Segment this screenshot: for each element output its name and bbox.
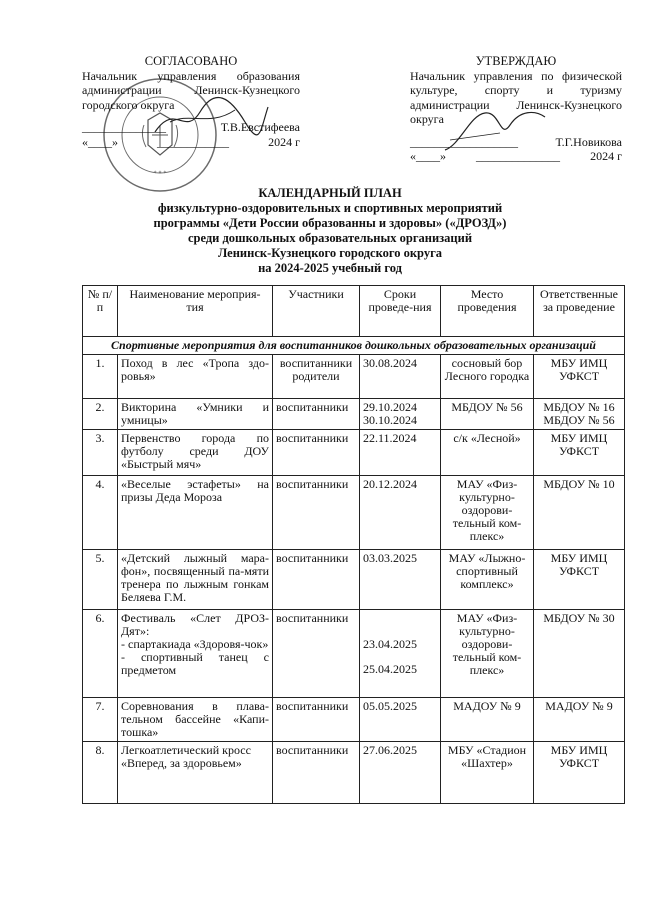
responsible: МБУ ИМЦ УФКСТ bbox=[534, 430, 625, 476]
event-name-cell bbox=[118, 610, 273, 698]
responsible: МБУ ИМЦ УФКСТ bbox=[534, 355, 625, 399]
approval-position-right: Начальник управления по физической культуре, спорту и туризму администрации Ленинск-Кузнецкого округа bbox=[410, 68, 622, 126]
participants: воспитанники bbox=[273, 430, 360, 476]
event-place: МАУ «Физ-культурно-оздорови-тельный ком-плекс» bbox=[441, 610, 534, 698]
event-subitem-1: - спартакиада «Здоровя-чок» bbox=[121, 637, 269, 651]
date-year-left: 2024 г bbox=[268, 134, 300, 149]
approval-position-left: Начальник управления образования администрации Ленинск-Кузнецкого городского округа bbox=[82, 68, 300, 112]
participants: воспитанники bbox=[273, 610, 360, 698]
table-row bbox=[83, 742, 625, 804]
title-line-2: физкультурно-оздоровительных и спортивных мероприятий bbox=[157, 201, 503, 215]
date-line-right: «____» ______________ 2024 г bbox=[410, 149, 622, 163]
date-prefix-left: «____» bbox=[82, 134, 118, 149]
title-line-5: Ленинск-Кузнецкого городского округа bbox=[217, 246, 443, 260]
handwritten-signature-right bbox=[440, 105, 550, 155]
event-dates: 27.06.2025 bbox=[360, 742, 441, 804]
row-number: 7. bbox=[83, 698, 118, 742]
event-date-2: 25.04.2025 bbox=[363, 662, 417, 676]
row-number: 2. bbox=[83, 399, 118, 430]
participants: воспитанники bbox=[273, 476, 360, 550]
event-place: с/к «Лесной» bbox=[441, 430, 534, 476]
event-dates: 29.10.2024 30.10.2024 bbox=[360, 399, 441, 430]
event-place: МБУ «Стадион «Шахтер» bbox=[441, 742, 534, 804]
participants: воспитанники родители bbox=[273, 355, 360, 399]
event-dates-cell bbox=[360, 610, 441, 698]
event-dates: 20.12.2024 bbox=[360, 476, 441, 550]
signer-name-right: Т.Г.Новикова bbox=[555, 134, 622, 149]
row-number: 3. bbox=[83, 430, 118, 476]
event-name: Соревнования в плава-тельном бассейне «Капи-тошка» bbox=[118, 698, 273, 742]
date-line-left: «____» ____________ 2024 г bbox=[82, 134, 300, 149]
title-line-4: среди дошкольных образовательных организаций bbox=[187, 231, 473, 245]
table-row bbox=[83, 550, 625, 610]
participants: воспитанники bbox=[273, 550, 360, 610]
date-prefix-right: «____» bbox=[410, 149, 446, 163]
responsible: МБУ ИМЦ УФКСТ bbox=[534, 550, 625, 610]
event-name: Легкоатлетический кросс «Вперед, за здоровьем» bbox=[118, 742, 273, 804]
header-place: Место проведения bbox=[441, 286, 534, 337]
event-subitem-2: - спортивный танец с предметом bbox=[121, 650, 269, 677]
participants: воспитанники bbox=[273, 399, 360, 430]
date-year-right: 2024 г bbox=[590, 149, 622, 163]
responsible: МБДОУ № 30 bbox=[534, 610, 625, 698]
section-row bbox=[83, 337, 625, 355]
row-number: 6. bbox=[83, 610, 118, 698]
header-event-name: Наименование мероприя-тия bbox=[118, 286, 273, 337]
participants: воспитанники bbox=[273, 742, 360, 804]
event-name: «Веселые эстафеты» на призы Деда Мороза bbox=[118, 476, 273, 550]
row-number: 4. bbox=[83, 476, 118, 550]
approval-header-left: СОГЛАСОВАНО bbox=[144, 54, 238, 68]
signature-line-left: ______________ Т.В.Евстифеева bbox=[82, 120, 300, 134]
row-number: 5. bbox=[83, 550, 118, 610]
signer-name-left: Т.В.Евстифеева bbox=[220, 120, 300, 134]
table-row bbox=[83, 476, 625, 550]
section-title: Спортивные мероприятия для воспитанников дошкольных образовательных организаций bbox=[83, 337, 625, 355]
event-name: «Детский лыжный мара-фон», посвященный па-мяти тренера по лыжным гонкам Беляева Г.М. bbox=[118, 550, 273, 610]
header-number: № п/п bbox=[83, 286, 118, 337]
event-name: Первенство города по футболу среди ДОУ «Быстрый мяч» bbox=[118, 430, 273, 476]
event-dates: 05.05.2025 bbox=[360, 698, 441, 742]
participants: воспитанники bbox=[273, 698, 360, 742]
event-name: Поход в лес «Тропа здо-ровья» bbox=[118, 355, 273, 399]
table-row bbox=[83, 698, 625, 742]
responsible: МБДОУ № 16 МБДОУ № 56 bbox=[534, 399, 625, 430]
signature-line-right: __________________ Т.Г.Новикова bbox=[410, 134, 622, 149]
header-dates: Сроки проведе-ния bbox=[360, 286, 441, 337]
event-dates: 03.03.2025 bbox=[360, 550, 441, 610]
title-line-6: на 2024-2025 учебный год bbox=[258, 261, 402, 275]
event-name: Фестиваль «Слет ДРОЗ-Дят»: bbox=[121, 611, 269, 638]
handwritten-signature-left bbox=[150, 92, 270, 142]
row-number: 8. bbox=[83, 742, 118, 804]
table-header-row bbox=[83, 286, 625, 337]
event-dates: 22.11.2024 bbox=[360, 430, 441, 476]
document-title bbox=[120, 186, 540, 276]
svg-text:* * *: * * * bbox=[153, 170, 167, 177]
event-place: МАУ «Лыжно-спортивный комплекс» bbox=[441, 550, 534, 610]
responsible: МБДОУ № 10 bbox=[534, 476, 625, 550]
event-place: МБДОУ № 56 bbox=[441, 399, 534, 430]
header-responsible: Ответственные за проведение bbox=[534, 286, 625, 337]
row-number: 1. bbox=[83, 355, 118, 399]
approval-header-right: УТВЕРЖДАЮ bbox=[475, 54, 557, 68]
event-dates: 30.08.2024 bbox=[360, 355, 441, 399]
title-line-3: программы «Дети России образованны и здоровы» («ДРОЗД») bbox=[153, 216, 507, 230]
event-place: МАДОУ № 9 bbox=[441, 698, 534, 742]
responsible: МАДОУ № 9 bbox=[534, 698, 625, 742]
title-line-1: КАЛЕНДАРНЫЙ ПЛАН bbox=[258, 186, 402, 200]
table-row bbox=[83, 610, 625, 698]
table-row bbox=[83, 430, 625, 476]
header-participants: Участники bbox=[273, 286, 360, 337]
table-row bbox=[83, 355, 625, 399]
event-name: Викторина «Умники и умницы» bbox=[118, 399, 273, 430]
events-table bbox=[82, 285, 625, 804]
table-row bbox=[83, 399, 625, 430]
responsible: МБУ ИМЦ УФКСТ bbox=[534, 742, 625, 804]
event-date-1: 23.04.2025 bbox=[363, 637, 417, 651]
event-place: МАУ «Физ-культурно-оздорови-тельный ком-плекс» bbox=[441, 476, 534, 550]
event-place: сосновый бор Лесного городка bbox=[441, 355, 534, 399]
